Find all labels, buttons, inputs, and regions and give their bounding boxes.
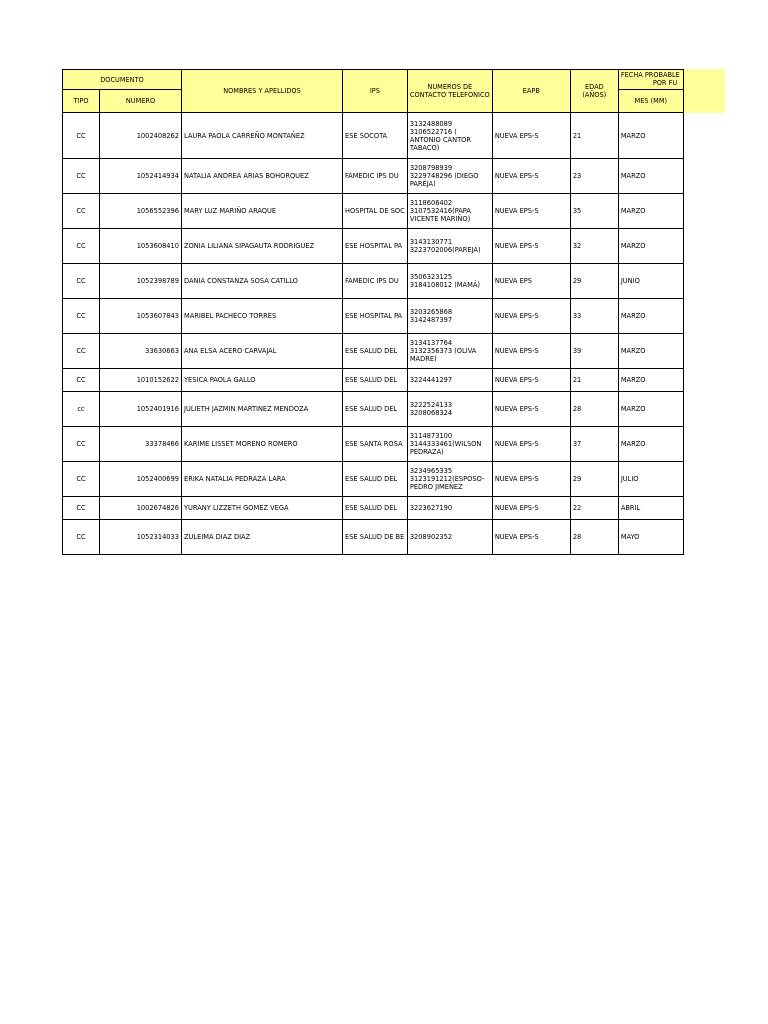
header-contacto: NUMEROS DE CONTACTO TELEFONICO (407, 70, 492, 113)
cell-tipo: CC (63, 229, 100, 264)
header-fecha-line1: FECHA PROBABLE (620, 70, 680, 79)
cell-contacto: 3132488089 3106522716 ( ANTONIO CANTOR TABACO) (407, 113, 492, 159)
cell-eapb: NUEVA EPS-S (492, 194, 570, 229)
cell-numero: 1052314033 (100, 520, 182, 555)
cell-ips: HOSPITAL DE SOC (343, 194, 408, 229)
cell-nombre: YESICA PAOLA GALLO (182, 369, 343, 392)
cell-edad: 28 (570, 392, 618, 427)
cell-ips: ESE SALUD DE BE (343, 520, 408, 555)
cell-nombre: ANA ELSA ACERO CARVAJAL (182, 334, 343, 369)
table-row (63, 392, 684, 427)
cell-contacto: 3224441297 (407, 369, 492, 392)
table-row (63, 159, 684, 194)
cell-tipo: CC (63, 520, 100, 555)
cell-mes: JULIO (618, 462, 683, 497)
cell-tipo: CC (63, 462, 100, 497)
cell-nombre: NATALIA ANDREA ARIAS BOHORQUEZ (182, 159, 343, 194)
header-numero: NUMERO (100, 90, 182, 113)
cell-mes: MARZO (618, 194, 683, 229)
cell-eapb: NUEVA EPS-S (492, 392, 570, 427)
cell-edad: 23 (570, 159, 618, 194)
table-row (63, 229, 684, 264)
cell-ips: ESE SALUD DEL (343, 369, 408, 392)
cell-edad: 21 (570, 369, 618, 392)
cell-eapb: NUEVA EPS-S (492, 113, 570, 159)
cell-eapb: NUEVA EPS (492, 264, 570, 299)
cell-ips: ESE SALUD DEL (343, 497, 408, 520)
cell-mes: MARZO (618, 159, 683, 194)
cell-nombre: ZULEIMA DIAZ DIAZ (182, 520, 343, 555)
cell-tipo: CC (63, 369, 100, 392)
cell-edad: 22 (570, 497, 618, 520)
cell-numero: 1002408262 (100, 113, 182, 159)
cell-tipo: CC (63, 113, 100, 159)
cell-contacto: 3222524133 3208068324 (407, 392, 492, 427)
cell-numero: 1002674826 (100, 497, 182, 520)
cell-nombre: ERIKA NATALIA PEDRAZA LARA (182, 462, 343, 497)
cell-ips: ESE SANTA ROSA (343, 427, 408, 462)
cell-mes: MARZO (618, 369, 683, 392)
cell-mes: MARZO (618, 299, 683, 334)
cell-tipo: CC (63, 334, 100, 369)
cell-contacto: 3208902352 (407, 520, 492, 555)
cell-ips: ESE SALUD DEL (343, 392, 408, 427)
cell-nombre: YURANY LIZZETH GOMEZ VEGA (182, 497, 343, 520)
table-row (63, 299, 684, 334)
cell-tipo: cc (63, 392, 100, 427)
cell-tipo: CC (63, 427, 100, 462)
cell-numero: 1052400699 (100, 462, 182, 497)
cell-eapb: NUEVA EPS-S (492, 427, 570, 462)
cell-nombre: MARIBEL PACHECO TORRES (182, 299, 343, 334)
cell-tipo: CC (63, 299, 100, 334)
cell-contacto: 3134137764 3132356373 (OLIVA MADRE) (407, 334, 492, 369)
cell-edad: 33 (570, 299, 618, 334)
cell-mes: JUNIO (618, 264, 683, 299)
cell-ips: ESE HOSPITAL PA (343, 299, 408, 334)
header-fecha-line2: POR FU (652, 78, 678, 87)
table-row (63, 497, 684, 520)
cell-edad: 29 (570, 264, 618, 299)
cell-eapb: NUEVA EPS-S (492, 520, 570, 555)
header-mes: MES (MM) (618, 90, 683, 113)
cell-numero: 33630663 (100, 334, 182, 369)
cell-numero: 1053608410 (100, 229, 182, 264)
cell-contacto: 3143130771 3223702006(PAREJA) (407, 229, 492, 264)
cell-edad: 37 (570, 427, 618, 462)
cell-mes: MAYO (618, 520, 683, 555)
cell-eapb: NUEVA EPS-S (492, 229, 570, 264)
table-row (63, 520, 684, 555)
cell-edad: 28 (570, 520, 618, 555)
cell-edad: 29 (570, 462, 618, 497)
table-row (63, 194, 684, 229)
cell-nombre: DANIA CONSTANZA SOSA CATILLO (182, 264, 343, 299)
cell-ips: ESE SALUD DEL (343, 462, 408, 497)
cell-edad: 39 (570, 334, 618, 369)
cell-nombre: LAURA PAOLA CARREÑO MONTAÑEZ (182, 113, 343, 159)
cell-mes: MARZO (618, 113, 683, 159)
header-ips: IPS (343, 70, 408, 113)
cell-nombre: ZONIA LILIANA SIPAGAUTA RODRIGUEZ (182, 229, 343, 264)
cell-edad: 35 (570, 194, 618, 229)
cell-mes: MARZO (618, 392, 683, 427)
cell-eapb: NUEVA EPS-S (492, 159, 570, 194)
table-row (63, 113, 684, 159)
cell-contacto: 3234965335 3123191212(ESPOSO-PEDRO JIMEÑEZ (407, 462, 492, 497)
cell-eapb: NUEVA EPS-S (492, 497, 570, 520)
cell-tipo: CC (63, 194, 100, 229)
cell-tipo: CC (63, 497, 100, 520)
cell-mes: MARZO (618, 229, 683, 264)
cell-numero: 1053607843 (100, 299, 182, 334)
cell-contacto: 3223627190 (407, 497, 492, 520)
cell-edad: 32 (570, 229, 618, 264)
cell-contacto: 3208798939 3229748296 (DIEGO PAREJA) (407, 159, 492, 194)
header-eapb: EAPB (492, 70, 570, 113)
cell-ips: ESE SOCOTA (343, 113, 408, 159)
header-tipo: TIPO (63, 90, 100, 113)
table-row (63, 369, 684, 392)
table-row (63, 427, 684, 462)
header-edad: EDAD (AÑOS) (570, 70, 618, 113)
cell-nombre: MARY LUZ MARIÑO ARAQUE (182, 194, 343, 229)
cell-ips: FAMEDIC IPS DU (343, 264, 408, 299)
cell-numero: 1052414934 (100, 159, 182, 194)
cell-tipo: CC (63, 159, 100, 194)
cell-ips: ESE SALUD DEL (343, 334, 408, 369)
cell-numero: 1010152622 (100, 369, 182, 392)
cell-nombre: KARIME LISSET MORENO ROMERO (182, 427, 343, 462)
cell-nombre: JULIETH JAZMIN MARTINEZ MENDOZA (182, 392, 343, 427)
table-row (63, 334, 684, 369)
header-nombres: NOMBRES Y APELLIDOS (182, 70, 343, 113)
cell-mes: MARZO (618, 427, 683, 462)
cell-numero: 33378466 (100, 427, 182, 462)
spreadsheet (62, 69, 684, 555)
table-row (63, 264, 684, 299)
cell-eapb: NUEVA EPS-S (492, 462, 570, 497)
cell-numero: 1056552396 (100, 194, 182, 229)
cell-mes: MARZO (618, 334, 683, 369)
cell-numero: 1052398789 (100, 264, 182, 299)
cell-eapb: NUEVA EPS-S (492, 369, 570, 392)
cell-eapb: NUEVA EPS-S (492, 334, 570, 369)
cell-mes: ABRIL (618, 497, 683, 520)
patients-table (62, 69, 684, 555)
cell-contacto: 3203265868 3142487397 (407, 299, 492, 334)
table-row (63, 462, 684, 497)
cell-tipo: CC (63, 264, 100, 299)
cell-contacto: 3114873100 3144333461(WILSON PEDRAZA) (407, 427, 492, 462)
header-documento: DOCUMENTO (63, 70, 182, 90)
header-fecha (618, 70, 683, 90)
cell-contacto: 3118606402 3107532416(PAPA VICENTE MARIÑO) (407, 194, 492, 229)
cell-eapb: NUEVA EPS-S (492, 299, 570, 334)
cell-numero: 1052401916 (100, 392, 182, 427)
cell-ips: FAMEDIC IPS DU (343, 159, 408, 194)
cell-edad: 21 (570, 113, 618, 159)
cell-contacto: 3506323125 3184108012 (MAMÁ) (407, 264, 492, 299)
cell-ips: ESE HOSPITAL PA (343, 229, 408, 264)
